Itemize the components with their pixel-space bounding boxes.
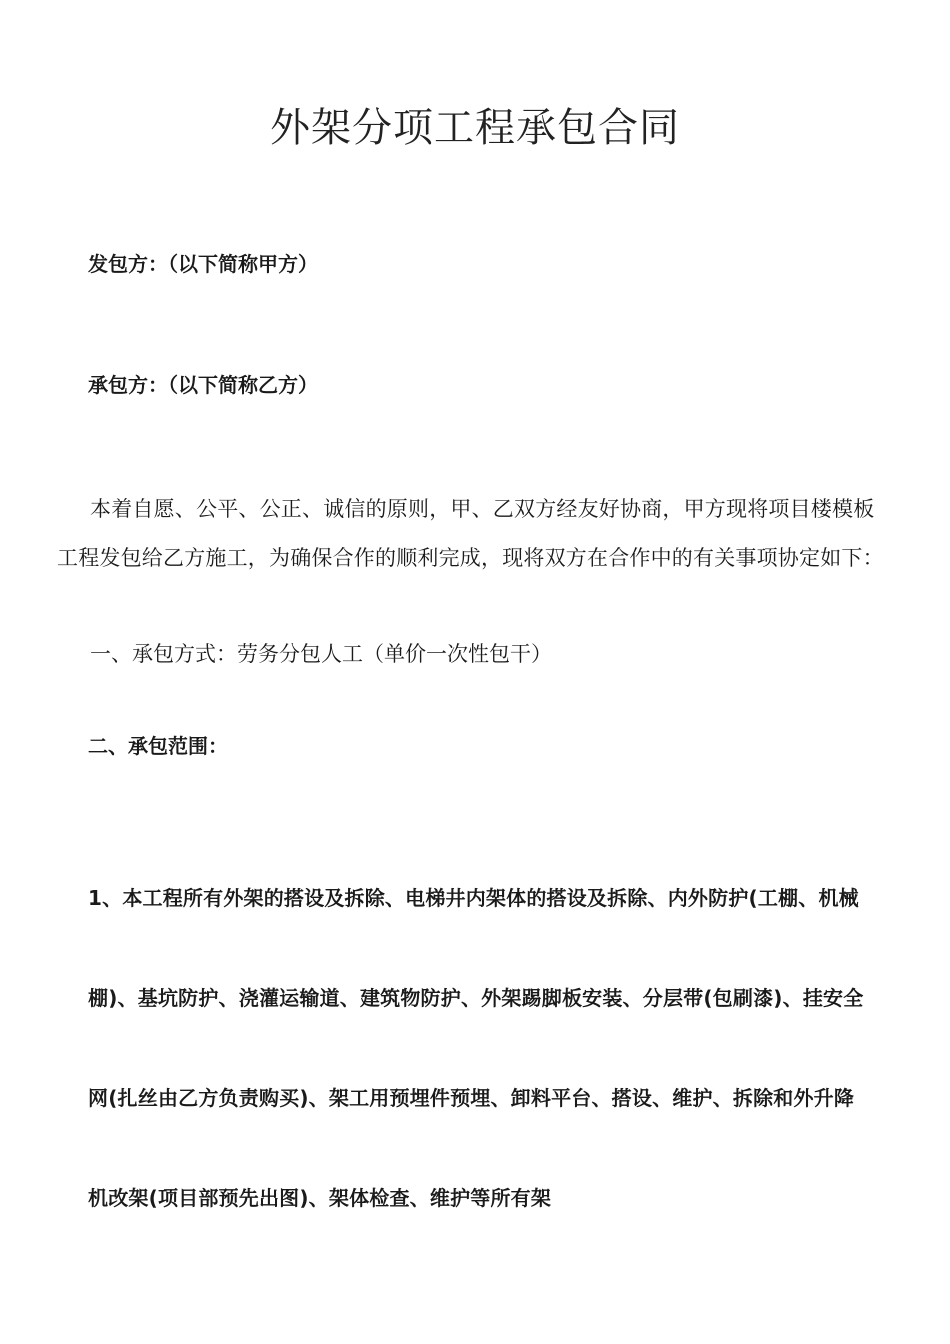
scope-item-1: 1、本工程所有外架的搭设及拆除、电梯井内架体的搭设及拆除、内外防护(工棚、机械棚)、基坑防护、浇灌运输道、建筑物防护、外架踢脚板安装、分层带(包刷漆)、挂安全网(扎丝由乙方负责购买)、架工用预埋件预埋、卸料平台、搭设、维护、拆除和外升降机改架(项目部预先出图)、架体检查、维护等所有架 bbox=[88, 886, 864, 1210]
contract-title: 外架分项工程承包合同 bbox=[270, 105, 680, 151]
scope-heading: 二、承包范围： bbox=[88, 734, 228, 758]
contractor-party-line: 承包方：（以下简称乙方） bbox=[88, 373, 318, 397]
employer-party-line: 发包方：（以下简称甲方） bbox=[88, 252, 318, 276]
contract-method-clause: 一、承包方式：劳务分包人工（单价一次性包干） bbox=[90, 642, 552, 666]
intro-paragraph: 本着自愿、公平、公正、诚信的原则，甲、乙双方经友好协商，甲方现将项目楼模板工程发包给乙方施工，为确保合作的顺利完成，现将双方在合作中的有关事项协定如下： bbox=[57, 497, 884, 570]
